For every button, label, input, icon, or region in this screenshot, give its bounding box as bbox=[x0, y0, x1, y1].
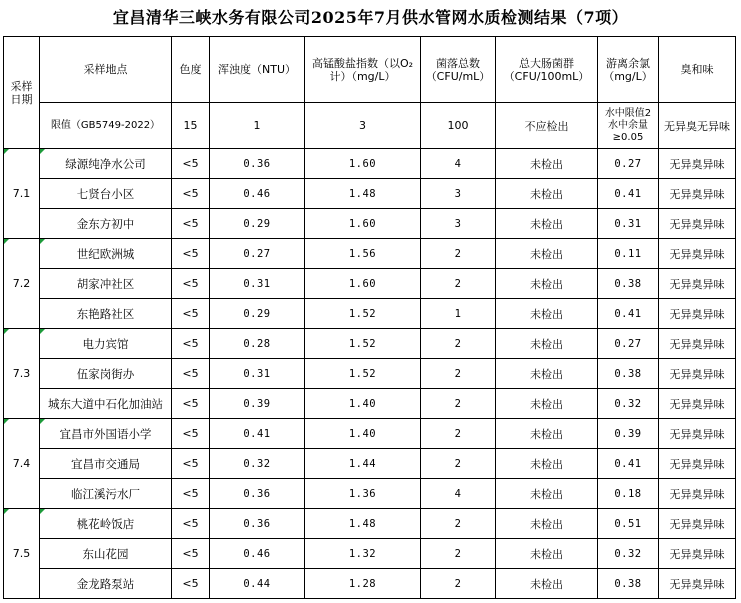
chlorine-cell: 0.32 bbox=[598, 539, 659, 569]
odor-cell: 无异臭异味 bbox=[659, 539, 736, 569]
chlorine-cell: 0.18 bbox=[598, 479, 659, 509]
colonies-cell: 3 bbox=[421, 209, 496, 239]
location-cell: 七贤台小区 bbox=[40, 179, 172, 209]
colonies-cell: 4 bbox=[421, 479, 496, 509]
permanganate-cell: 1.40 bbox=[305, 419, 421, 449]
coliform-cell: 未检出 bbox=[496, 449, 598, 479]
turbidity-cell: 0.27 bbox=[210, 239, 305, 269]
color-cell: <5 bbox=[172, 539, 210, 569]
chlorine-cell: 0.38 bbox=[598, 359, 659, 389]
turbidity-cell: 0.36 bbox=[210, 149, 305, 179]
location-cell: 胡家冲社区 bbox=[40, 269, 172, 299]
header-date: 采样日期 bbox=[4, 37, 40, 149]
coliform-cell: 未检出 bbox=[496, 389, 598, 419]
odor-cell: 无异臭异味 bbox=[659, 359, 736, 389]
odor-cell: 无异臭异味 bbox=[659, 149, 736, 179]
colonies-cell: 4 bbox=[421, 149, 496, 179]
table-row bbox=[4, 149, 736, 179]
color-cell: <5 bbox=[172, 209, 210, 239]
permanganate-cell: 1.28 bbox=[305, 569, 421, 599]
chlorine-cell: 0.38 bbox=[598, 569, 659, 599]
chlorine-cell: 0.38 bbox=[598, 269, 659, 299]
turbidity-cell: 0.46 bbox=[210, 539, 305, 569]
table-row bbox=[4, 359, 736, 389]
limits-colonies: 100 bbox=[421, 103, 496, 149]
header-odor: 臭和味 bbox=[659, 37, 736, 103]
turbidity-cell: 0.36 bbox=[210, 509, 305, 539]
color-cell: <5 bbox=[172, 149, 210, 179]
turbidity-cell: 0.29 bbox=[210, 209, 305, 239]
limits-turbidity: 1 bbox=[210, 103, 305, 149]
header-coliform: 总大肠菌群（CFU/100mL） bbox=[496, 37, 598, 103]
turbidity-cell: 0.29 bbox=[210, 299, 305, 329]
header-colonies: 菌落总数（CFU/mL） bbox=[421, 37, 496, 103]
colonies-cell: 2 bbox=[421, 329, 496, 359]
table-row bbox=[4, 209, 736, 239]
location-cell: 世纪欧洲城 bbox=[40, 239, 172, 269]
location-cell: 宜昌市交通局 bbox=[40, 449, 172, 479]
odor-cell: 无异臭异味 bbox=[659, 209, 736, 239]
date-cell: 7.4 bbox=[4, 419, 40, 509]
limits-label: 限值（GB5749-2022） bbox=[40, 103, 172, 149]
turbidity-cell: 0.28 bbox=[210, 329, 305, 359]
permanganate-cell: 1.32 bbox=[305, 539, 421, 569]
table-row bbox=[4, 449, 736, 479]
colonies-cell: 2 bbox=[421, 239, 496, 269]
location-cell: 金龙路泵站 bbox=[40, 569, 172, 599]
odor-cell: 无异臭异味 bbox=[659, 389, 736, 419]
permanganate-cell: 1.60 bbox=[305, 209, 421, 239]
colonies-cell: 2 bbox=[421, 449, 496, 479]
chlorine-cell: 0.41 bbox=[598, 299, 659, 329]
color-cell: <5 bbox=[172, 179, 210, 209]
date-cell: 7.1 bbox=[4, 149, 40, 239]
chlorine-cell: 0.41 bbox=[598, 179, 659, 209]
turbidity-cell: 0.36 bbox=[210, 479, 305, 509]
table-row bbox=[4, 509, 736, 539]
limits-odor: 无异臭无异味 bbox=[659, 103, 736, 149]
header-chlorine: 游离余氯（mg/L） bbox=[598, 37, 659, 103]
limits-row bbox=[4, 103, 736, 149]
permanganate-cell: 1.52 bbox=[305, 329, 421, 359]
limits-color: 15 bbox=[172, 103, 210, 149]
color-cell: <5 bbox=[172, 299, 210, 329]
color-cell: <5 bbox=[172, 359, 210, 389]
colonies-cell: 2 bbox=[421, 569, 496, 599]
water-quality-table bbox=[3, 36, 736, 599]
location-cell: 城东大道中石化加油站 bbox=[40, 389, 172, 419]
header-color: 色度 bbox=[172, 37, 210, 103]
table-row bbox=[4, 539, 736, 569]
chlorine-cell: 0.51 bbox=[598, 509, 659, 539]
odor-cell: 无异臭异味 bbox=[659, 329, 736, 359]
colonies-cell: 2 bbox=[421, 389, 496, 419]
coliform-cell: 未检出 bbox=[496, 509, 598, 539]
color-cell: <5 bbox=[172, 269, 210, 299]
odor-cell: 无异臭异味 bbox=[659, 509, 736, 539]
data-body bbox=[4, 149, 736, 599]
odor-cell: 无异臭异味 bbox=[659, 569, 736, 599]
turbidity-cell: 0.39 bbox=[210, 389, 305, 419]
location-cell: 金东方初中 bbox=[40, 209, 172, 239]
odor-cell: 无异臭异味 bbox=[659, 269, 736, 299]
permanganate-cell: 1.56 bbox=[305, 239, 421, 269]
chlorine-cell: 0.31 bbox=[598, 209, 659, 239]
date-cell: 7.5 bbox=[4, 509, 40, 599]
permanganate-cell: 1.60 bbox=[305, 149, 421, 179]
chlorine-cell: 0.41 bbox=[598, 449, 659, 479]
header-location: 采样地点 bbox=[40, 37, 172, 103]
colonies-cell: 2 bbox=[421, 539, 496, 569]
date-cell: 7.3 bbox=[4, 329, 40, 419]
permanganate-cell: 1.60 bbox=[305, 269, 421, 299]
odor-cell: 无异臭异味 bbox=[659, 239, 736, 269]
colonies-cell: 2 bbox=[421, 419, 496, 449]
color-cell: <5 bbox=[172, 389, 210, 419]
coliform-cell: 未检出 bbox=[496, 569, 598, 599]
coliform-cell: 未检出 bbox=[496, 539, 598, 569]
odor-cell: 无异臭异味 bbox=[659, 299, 736, 329]
table-row bbox=[4, 389, 736, 419]
table-row bbox=[4, 269, 736, 299]
limits-permanganate: 3 bbox=[305, 103, 421, 149]
colonies-cell: 1 bbox=[421, 299, 496, 329]
coliform-cell: 未检出 bbox=[496, 359, 598, 389]
coliform-cell: 未检出 bbox=[496, 179, 598, 209]
chlorine-cell: 0.32 bbox=[598, 389, 659, 419]
permanganate-cell: 1.48 bbox=[305, 509, 421, 539]
turbidity-cell: 0.32 bbox=[210, 449, 305, 479]
chlorine-cell: 0.27 bbox=[598, 329, 659, 359]
location-cell: 桃花岭饭店 bbox=[40, 509, 172, 539]
location-cell: 临江溪污水厂 bbox=[40, 479, 172, 509]
chlorine-cell: 0.27 bbox=[598, 149, 659, 179]
limits-coliform: 不应检出 bbox=[496, 103, 598, 149]
colonies-cell: 3 bbox=[421, 179, 496, 209]
color-cell: <5 bbox=[172, 479, 210, 509]
location-cell: 东山花园 bbox=[40, 539, 172, 569]
chlorine-cell: 0.39 bbox=[598, 419, 659, 449]
table-row bbox=[4, 419, 736, 449]
table-row bbox=[4, 479, 736, 509]
table-row bbox=[4, 329, 736, 359]
odor-cell: 无异臭异味 bbox=[659, 419, 736, 449]
coliform-cell: 未检出 bbox=[496, 149, 598, 179]
permanganate-cell: 1.52 bbox=[305, 299, 421, 329]
location-cell: 伍家岗街办 bbox=[40, 359, 172, 389]
table-row bbox=[4, 179, 736, 209]
permanganate-cell: 1.36 bbox=[305, 479, 421, 509]
permanganate-cell: 1.48 bbox=[305, 179, 421, 209]
limits-chlorine: 水中限值2 水中余量≥0.05 bbox=[598, 103, 659, 149]
permanganate-cell: 1.52 bbox=[305, 359, 421, 389]
header-permanganate: 高锰酸盐指数（以O₂计）（mg/L） bbox=[305, 37, 421, 103]
chlorine-cell: 0.11 bbox=[598, 239, 659, 269]
turbidity-cell: 0.31 bbox=[210, 269, 305, 299]
colonies-cell: 2 bbox=[421, 509, 496, 539]
report-title: 宜昌清华三峡水务有限公司2025年7月供水管网水质检测结果（7项） bbox=[112, 8, 629, 27]
coliform-cell: 未检出 bbox=[496, 269, 598, 299]
turbidity-cell: 0.31 bbox=[210, 359, 305, 389]
table-row bbox=[4, 569, 736, 599]
location-cell: 绿源纯净水公司 bbox=[40, 149, 172, 179]
header-turbidity: 浑浊度（NTU） bbox=[210, 37, 305, 103]
color-cell: <5 bbox=[172, 509, 210, 539]
odor-cell: 无异臭异味 bbox=[659, 449, 736, 479]
color-cell: <5 bbox=[172, 329, 210, 359]
coliform-cell: 未检出 bbox=[496, 419, 598, 449]
coliform-cell: 未检出 bbox=[496, 479, 598, 509]
table-row bbox=[4, 299, 736, 329]
colonies-cell: 2 bbox=[421, 359, 496, 389]
color-cell: <5 bbox=[172, 569, 210, 599]
color-cell: <5 bbox=[172, 419, 210, 449]
coliform-cell: 未检出 bbox=[496, 299, 598, 329]
permanganate-cell: 1.44 bbox=[305, 449, 421, 479]
coliform-cell: 未检出 bbox=[496, 329, 598, 359]
turbidity-cell: 0.41 bbox=[210, 419, 305, 449]
coliform-cell: 未检出 bbox=[496, 239, 598, 269]
location-cell: 电力宾馆 bbox=[40, 329, 172, 359]
coliform-cell: 未检出 bbox=[496, 209, 598, 239]
turbidity-cell: 0.46 bbox=[210, 179, 305, 209]
odor-cell: 无异臭异味 bbox=[659, 479, 736, 509]
colonies-cell: 2 bbox=[421, 269, 496, 299]
turbidity-cell: 0.44 bbox=[210, 569, 305, 599]
header-row bbox=[4, 37, 736, 103]
location-cell: 东艳路社区 bbox=[40, 299, 172, 329]
color-cell: <5 bbox=[172, 239, 210, 269]
date-cell: 7.2 bbox=[4, 239, 40, 329]
table-row bbox=[4, 239, 736, 269]
location-cell: 宜昌市外国语小学 bbox=[40, 419, 172, 449]
permanganate-cell: 1.40 bbox=[305, 389, 421, 419]
odor-cell: 无异臭异味 bbox=[659, 179, 736, 209]
color-cell: <5 bbox=[172, 449, 210, 479]
